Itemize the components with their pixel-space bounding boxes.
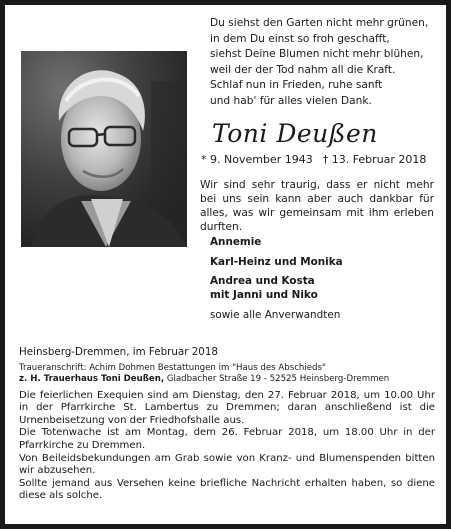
poem-line: siehst Deine Blumen nicht mehr blühen, [210, 48, 424, 61]
funeral-information [19, 346, 435, 503]
place-and-date: Heinsberg-Dremmen, im Februar 2018 [19, 346, 218, 358]
mourner: mit Janni und Niko [210, 288, 318, 301]
care-of-address [19, 374, 435, 386]
portrait-image [21, 51, 187, 247]
poem-line: Schlaf nun in Frieden, ruhe sanft [210, 79, 383, 92]
poem-line: und hab' für alles vielen Dank. [210, 94, 372, 107]
birth-date: * 9. November 1943 [201, 153, 313, 166]
notice-paragraph: Sollte jemand aus Versehen keine briefliche Nachricht erhalten haben, so diene diese als solche. [19, 477, 435, 502]
mourning-address: Traueranschrift: Achim Dohmen Bestattungen im "Haus des Abschieds" [19, 362, 326, 373]
memorial-poem [210, 16, 440, 110]
poem-line: weil der der Tod nahm all die Kraft. [210, 63, 396, 76]
poem-line: in dem Du einst so froh geschafft, [210, 32, 390, 45]
life-dates [201, 153, 426, 166]
mourner: Andrea und Kosta [210, 275, 315, 287]
wake-paragraph: Die Totenwache ist am Montag, dem 26. Februar 2018, um 18.00 Uhr in der Pfarrkirche zu Dremmen. [19, 427, 435, 451]
exequies-paragraph: Die feierlichen Exequien sind am Dienstag, den 27. Februar 2018, um 10.00 Uhr in der Pfarrkirche St. Lambertus zu Dremmen; daran anschließend ist die Urnenbeisetzung von der Friedhofshalle aus. [19, 389, 435, 426]
mourner: Karl-Heinz und Monika [210, 255, 343, 268]
mourner: Annemie [210, 236, 262, 248]
care-of-name: z. H. Trauerhaus Toni Deußen, [19, 374, 165, 385]
portrait-photo [21, 51, 187, 247]
care-of-street: Gladbacher Straße 19 - 52525 Heinsberg-Dremmen [164, 374, 390, 385]
poem-line: Du siehst den Garten nicht mehr grünen, [210, 17, 429, 29]
deceased-name: Toni Deußen [212, 119, 378, 148]
mourning-message: Wir sind sehr traurig, dass er nicht mehr bei uns sein kann aber auch dankbar für alles, was wir gemeinsam mit ihm erleben durften. [200, 179, 434, 233]
death-date: † 13. Februar 2018 [322, 153, 427, 166]
mourner-relatives: sowie alle Anverwandten [210, 309, 341, 321]
condolence-paragraph: Von Beileidsbekundungen am Grab sowie von Kranz- und Blumenspenden bitten wir abzusehen. [19, 452, 435, 477]
mourners-list [210, 236, 440, 323]
